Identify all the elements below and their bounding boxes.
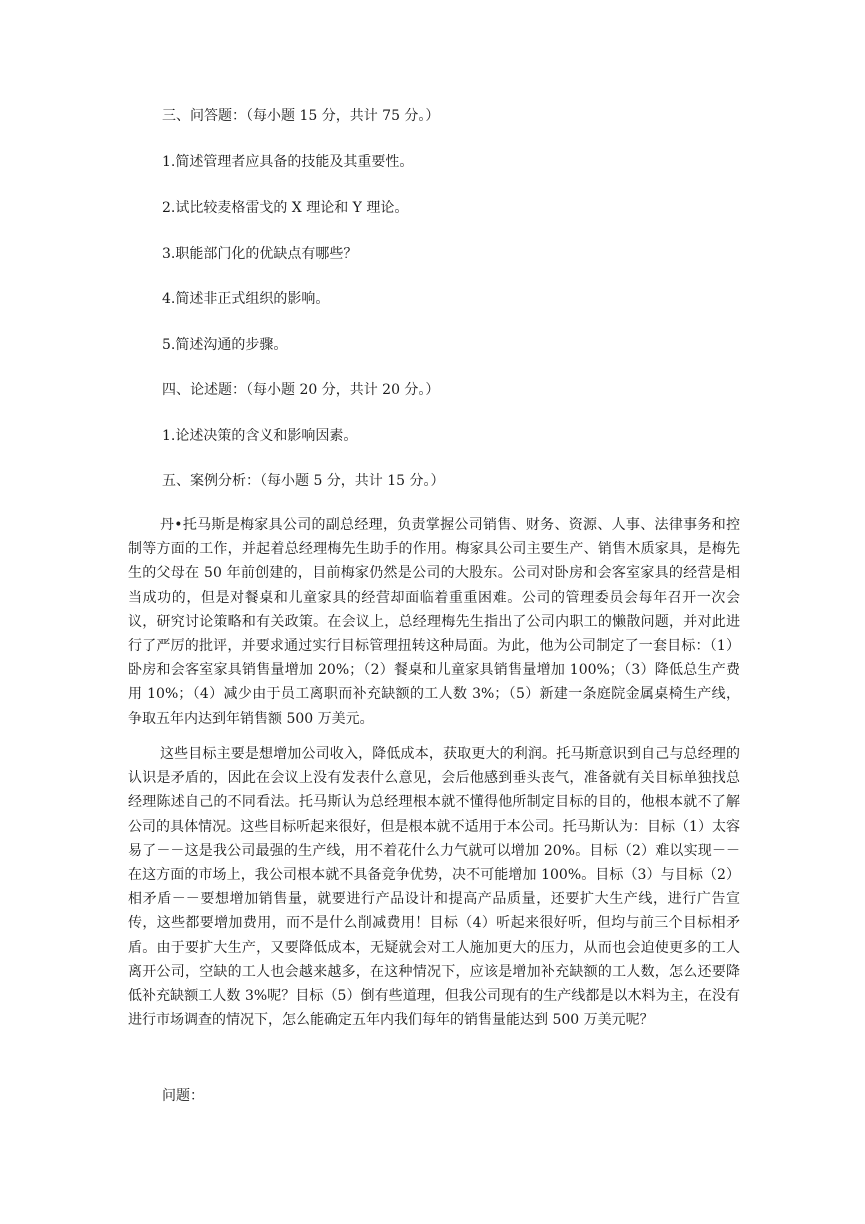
question-item: 1.简述管理者应具备的技能及其重要性。 (162, 154, 414, 170)
section-4-heading: 四、论述题：（每小题 20 分，共计 20 分。） (162, 382, 440, 398)
question-item: 1.论述决策的含义和影响因素。 (162, 428, 358, 444)
question-item: 2.试比较麦格雷戈的 X 理论和 Y 理论。 (162, 200, 409, 216)
case-paragraph-2: 这些目标主要是想增加公司收入，降低成本，获取更大的利润。托马斯意识到自己与总经理的认识是矛盾的，因此在会议上没有发表什么意见，会后他感到垂头丧气，准备就有关目标单独找总经理陈述自己的不同看法。托马斯认为总经理根本就不懂得他所制定目标的目的，他根本就不了解公司的具体情况。这些目标听起来很好，但是根本就不适用于本公司。托马斯认为：目标（1）太容易了－－这是我公司最强的生产线，用不着花什么力气就可以增加 20%。目标（2）难以实现－－在这方面的市场上，我公司根本就不具备竞争优势，决不可能增加 100%。目标（3）与目标（2）相矛盾－－要想增加销售量，就要进行产品设计和提高产品质量，还要扩大生产线，进行广告宣传，这些都要增加费用，而不是什么削减费用！目标（4）听起来很好听，但均与前三个目标相矛盾。由于要扩大生产，又要降低成本，无疑就会对工人施加更大的压力，从而也会迫使更多的工人离开公司，空缺的工人也会越来越多，在这种情况下，应该是增加补充缺额的工人数，怎么还要降低补充缺额工人数 3%呢？目标（5）倒有些道理，但我公司现有的生产线都是以木料为主，在没有进行市场调查的情况下，怎么能确定五年内我们每年的销售量能达到 500 万美元呢？ (128, 746, 740, 1029)
question-item: 4.简述非正式组织的影响。 (162, 291, 330, 307)
question-item: 5.简述沟通的步骤。 (162, 337, 288, 353)
section-3-heading: 三、问答题：（每小题 15 分，共计 75 分。） (162, 108, 440, 124)
section-5-heading: 五、案例分析：（每小题 5 分，共计 15 分。） (162, 473, 445, 489)
question-label: 问题： (162, 1088, 204, 1104)
case-paragraph-1: 丹•托马斯是梅家具公司的副总经理，负责掌握公司销售、财务、资源、人事、法律事务和控制等方面的工作，并起着总经理梅先生助手的作用。梅家具公司主要生产、销售木质家具，是梅先生的父母在 50 年前创建的，目前梅家仍然是公司的大股东。公司对卧房和会客室家具的经营是相当成功的，但是对餐桌和儿童家具的经营却面临着重重困难。公司的管理委员会每年召开一次会议，研究讨论策略和有关政策。在会议上，总经理梅先生指出了公司内职工的懒散问题，并对此进行了严厉的批评，并要求通过实行目标管理扭转这种局面。为此，他为公司制定了一套目标：（1）卧房和会客室家具销售量增加 20%；（2）餐桌和儿童家具销售量增加 100%；（3）降低总生产费用 10%；（4）减少由于员工离职而补充缺额的工人数 3%；（5）新建一条庭院金属桌椅生产线，争取五年内达到年销售额 500 万美元。 (128, 517, 740, 727)
question-item: 3.职能部门化的优缺点有哪些？ (162, 246, 358, 262)
